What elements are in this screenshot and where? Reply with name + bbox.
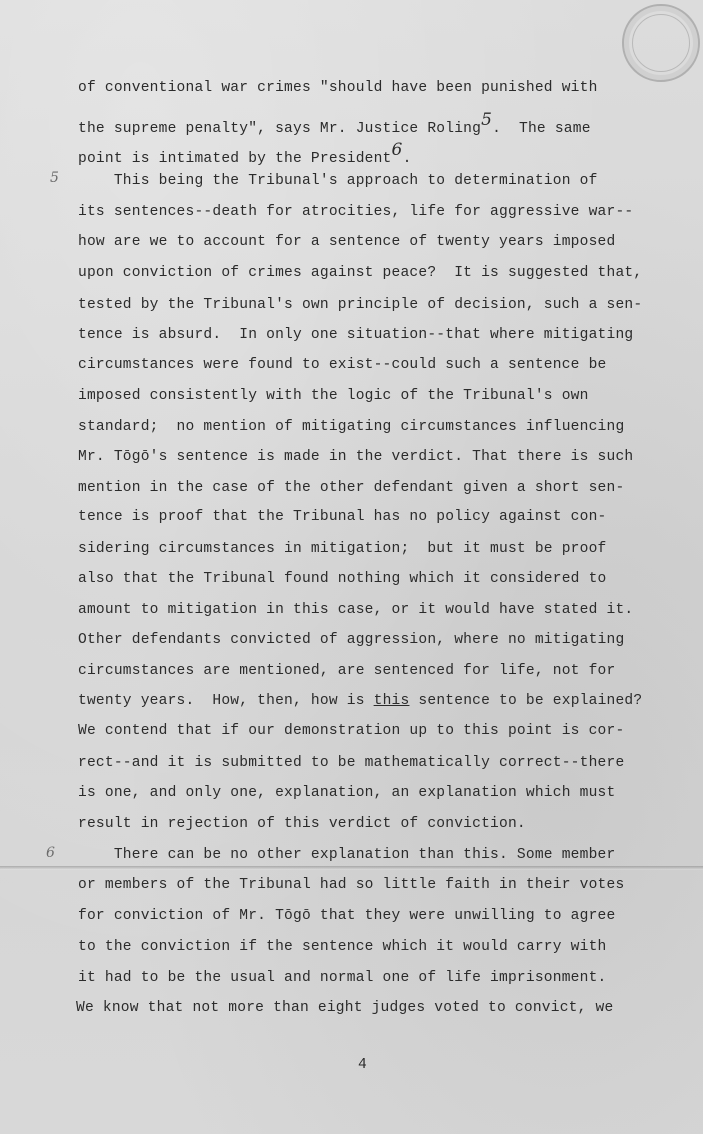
text-line-content: imposed consistently with the logic of the Tribunal's own (78, 388, 589, 404)
text-line (78, 784, 615, 802)
text-line (78, 387, 589, 405)
emphasized-word: this (373, 693, 410, 709)
text-line (78, 876, 624, 894)
text-line (78, 508, 607, 526)
text-line-tail: . (402, 151, 412, 167)
margin-note-6: 6 (46, 845, 55, 861)
text-line (76, 999, 613, 1017)
text-line-content: of conventional war crimes "should have been punished with (78, 80, 598, 96)
text-line-content: tested by the Tribunal's own principle of decision, such a sen- (78, 297, 643, 313)
text-line-content: circumstances are mentioned, are sentenced for life, not for (78, 663, 616, 679)
text-line-content: rect--and it is submitted to be mathematically correct--there (78, 755, 625, 771)
text-line (78, 296, 642, 314)
text-line-content: mention in the case of the other defendant given a short sen- (78, 480, 625, 496)
text-line-content: twenty years. How, then, how is (78, 693, 374, 709)
footnote-marker: 6 (391, 140, 403, 160)
text-line-content: is one, and only one, explanation, an explanation which must (78, 785, 616, 801)
text-line (78, 907, 615, 925)
text-line-content: for conviction of Mr. Tōgō that they were unwilling to agree (78, 908, 616, 924)
text-line-content: This being the Tribunal's approach to determination of (78, 173, 598, 189)
page-number: 4 (358, 1057, 367, 1073)
text-line-content: its sentences--death for atrocities, life for aggressive war-- (78, 204, 634, 220)
margin-note-5: 5 (50, 170, 59, 186)
text-line-tail: sentence to be explained? (409, 693, 643, 709)
text-line-content: it had to be the usual and normal one of life imprisonment. (78, 970, 607, 986)
text-line (78, 815, 526, 833)
text-line-content: to the conviction if the sentence which it would carry with (78, 939, 607, 955)
text-line-content: amount to mitigation in this case, or it would have stated it. (78, 602, 634, 618)
text-line (78, 692, 642, 710)
text-line-content: tence is proof that the Tribunal has no policy against con- (78, 509, 607, 525)
text-line (78, 479, 624, 497)
text-line (78, 356, 607, 374)
text-line-content: upon conviction of crimes against peace? It is suggested that, (78, 265, 643, 281)
text-line-content: sidering circumstances in mitigation; but it must be proof (78, 541, 607, 557)
text-line (78, 754, 624, 772)
text-line (78, 448, 633, 466)
archive-stamp-icon (622, 4, 700, 82)
text-line (78, 846, 615, 864)
text-line-content: There can be no other explanation than this. Some member (78, 847, 616, 863)
text-line-content: standard; no mention of mitigating circumstances influencing (78, 419, 625, 435)
text-line (78, 601, 633, 619)
text-line-content: We contend that if our demonstration up to this point is cor- (78, 723, 625, 739)
text-line-content: or members of the Tribunal had so little faith in their votes (78, 877, 625, 893)
text-line-content: how are we to account for a sentence of twenty years imposed (78, 234, 616, 250)
text-line (78, 540, 607, 558)
text-line-tail: . The same (492, 121, 591, 137)
text-line (78, 264, 642, 282)
footnote-marker: 5 (481, 110, 493, 130)
text-line-content: the supreme penalty", says Mr. Justice Roling (78, 121, 482, 137)
text-line (78, 722, 624, 740)
text-line (78, 631, 624, 649)
text-line-content: result in rejection of this verdict of conviction. (78, 816, 526, 832)
text-line-content: We know that not more than eight judges voted to convict, we (76, 1000, 614, 1016)
text-line (78, 326, 633, 344)
text-line (78, 969, 607, 987)
text-line (78, 662, 615, 680)
text-line-content: also that the Tribunal found nothing which it considered to (78, 571, 607, 587)
text-line (78, 418, 624, 436)
paper-fold-line (0, 866, 703, 870)
text-line-content: Other defendants convicted of aggression, where no mitigating (78, 632, 625, 648)
text-line-content: point is intimated by the President (78, 151, 392, 167)
text-line-content: Mr. Tōgō's sentence is made in the verdict. That there is such (78, 449, 634, 465)
text-line (78, 570, 607, 588)
text-line (78, 141, 412, 168)
text-line-content: circumstances were found to exist--could such a sentence be (78, 357, 607, 373)
text-line (78, 172, 598, 190)
text-line (78, 938, 607, 956)
text-line (78, 203, 633, 221)
text-line (78, 233, 615, 251)
text-line-content: tence is absurd. In only one situation--that where mitigating (78, 327, 634, 343)
text-line (78, 79, 598, 97)
text-line (78, 111, 591, 138)
